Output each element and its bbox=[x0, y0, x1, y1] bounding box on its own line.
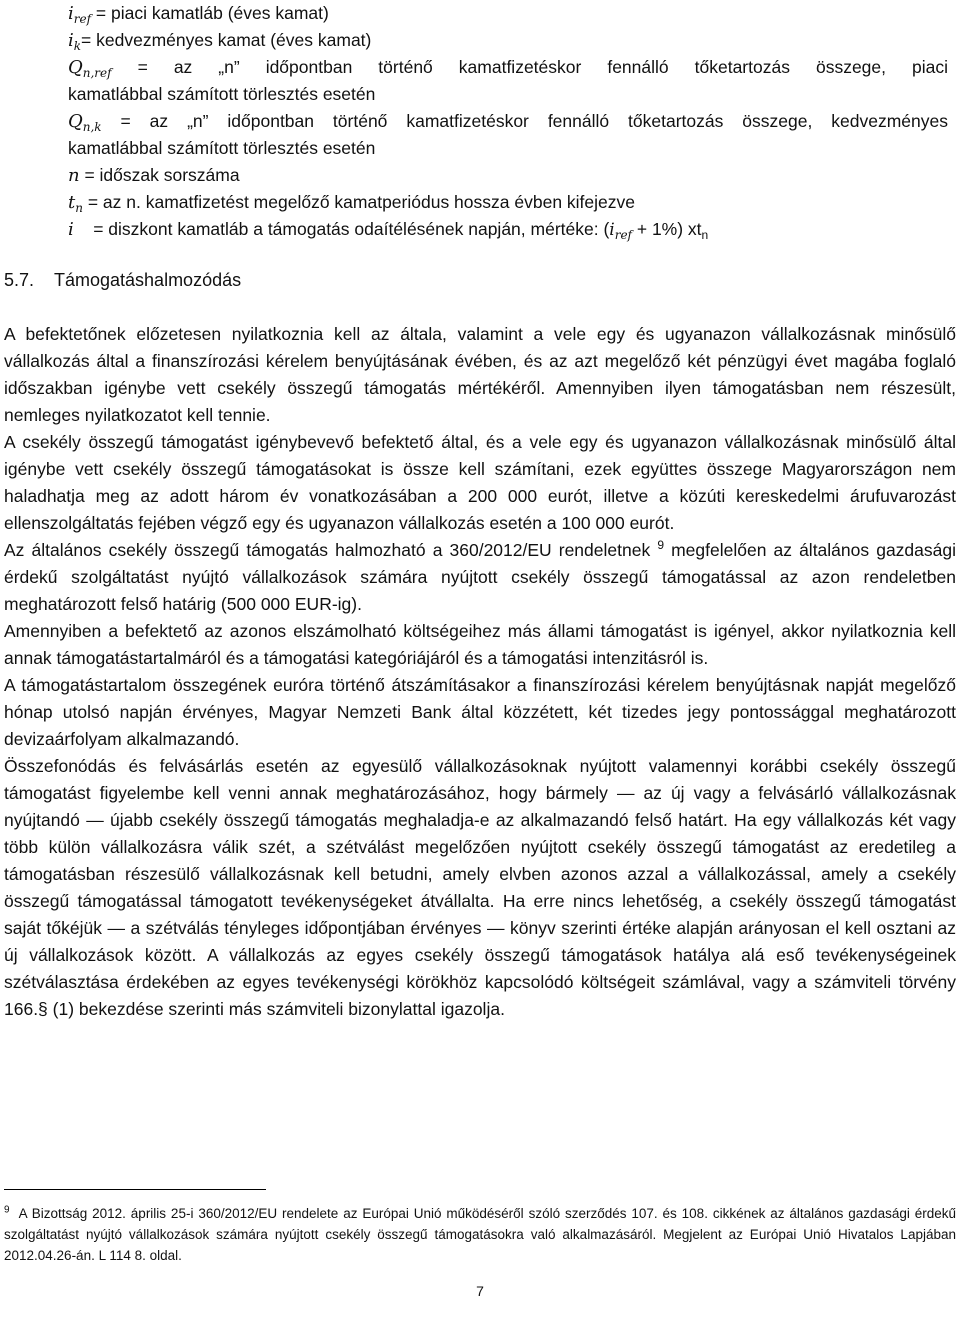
symbol-subscript: n bbox=[75, 201, 83, 215]
section-heading bbox=[4, 270, 241, 291]
paragraph-text: Az általános csekély összegű támogatás halmozható a 360/2012/EU rendeletnek bbox=[4, 540, 651, 560]
paragraph-text: megfelelően az általános gazdasági érdekű szolgáltatást nyújtó vállalkozások számára nyújtott csekély összegű támogatással az azon rendeletben meghatározott felső határig (500 000 EUR-ig). bbox=[4, 540, 956, 614]
symbol-subscript: ref bbox=[614, 228, 632, 242]
symbol-subscript: ref bbox=[73, 12, 92, 26]
definition-text: = az „n” időpontban történő kamatfizetéskor fennálló tőketartozás összege, piaci bbox=[111, 57, 948, 77]
body-text bbox=[4, 321, 956, 1023]
paragraph-with-footnote bbox=[4, 537, 956, 618]
definition-qref-line2: kamatlábbal számított törlesztés esetén bbox=[68, 84, 376, 104]
symbol: Q bbox=[68, 57, 83, 78]
paragraph: Összefonódás és felvásárlás esetén az egyesülő vállalkozásoknak nyújtott valamennyi korábbi csekély összegű támogatást figyelembe kell venni annak meghatározásához, hogy bármely — az új vagy a felvásárló vállalkozásnak nyújtandó — újabb csekély összegű támogatás meghaladja-e az alkalmazandó felső határt. Ha egy vállalkozás két vagy több külön vállalkozásra válik szét, a szétválást megelőzően nyújtott csekély összegű támogatást az eredetileg a támogatásban részesülő vállalkozásnak kell betudni, amely elvben azonos azzal a vállalkozással, amely a csekély összegű támogatással támogatott tevékenységeket átvállalta. Ha erre nincs lehetőség, a csekély összegű támogatást saját tőkéjük — a szétválás tényleges időpontjában érvényes — könyv szerinti értéke alapján arányosan el kell osztani az új vállalkozások között. A vállalkozás az egyes csekély összegű támogatások hatálya alá eső tevékenységeinek szétválasztása érdekében az egyes tevékenységi körökhöz kapcsolódó költségeit számlával, vagy a számviteli törvény 166.§ (1) bekezdése szerinti más számviteli bizonylattal igazolja. bbox=[4, 756, 956, 1019]
page-number: 7 bbox=[476, 1283, 484, 1299]
footnote-mark: 9 bbox=[4, 1204, 10, 1216]
footnote-reference[interactable]: 9 bbox=[657, 538, 664, 553]
symbol: i bbox=[68, 219, 74, 240]
definition-ik bbox=[68, 27, 948, 54]
definition-text: = diszkont kamatláb a támogatás odaítélésének napján, mértéke: ( bbox=[73, 219, 610, 239]
symbol-subscript: n,ref bbox=[82, 66, 112, 80]
symbol: n bbox=[68, 165, 80, 186]
definition-iref bbox=[68, 0, 948, 27]
footnote-separator bbox=[4, 1189, 266, 1190]
symbol: i bbox=[68, 30, 74, 51]
symbol-subscript: n,k bbox=[82, 120, 102, 134]
definition-qref-line1 bbox=[68, 54, 948, 81]
definition-text: = az n. kamatfizetést megelőző kamatperiódus hossza évben kifejezve bbox=[82, 192, 635, 212]
definition-n bbox=[68, 162, 948, 189]
paragraph: A befektetőnek előzetesen nyilatkoznia kell az általa, valamint a vele egy és ugyanazon vállalkozásnak minősülő vállalkozás által a finanszírozási kérelem benyújtásának évében, és az azt megelőző két pénzügyi évet magába foglaló időszakban igénybe vett csekély összegű támogatás mértékéről. Amennyiben ilyen támogatásban nem részesült, nemleges nyilatkozatot kell tennie. bbox=[4, 324, 956, 425]
footnote bbox=[4, 1203, 960, 1266]
footnote-text: A Bizottság 2012. április 25-i 360/2012/EU rendelete az Európai Unió működéséről szóló szerződés 107. és 108. cikkének az általános gazdasági érdekű szolgáltatást nyújtó vállalkozások számára nyújtott csekély összegű támogatásokra való alkalmazásáról. Megjelent az Európai Unió Hivatalos Lapjában 2012.04.26-án. L 114 8. oldal. bbox=[4, 1206, 960, 1263]
definition-i bbox=[68, 216, 948, 243]
definition-text: = időszak sorszáma bbox=[79, 165, 240, 185]
section-number: 5.7. bbox=[4, 270, 35, 290]
definition-qk-line2: kamatlábbal számított törlesztés esetén bbox=[68, 138, 376, 158]
symbol: i bbox=[68, 3, 74, 24]
symbol-subscript: k bbox=[73, 39, 82, 53]
symbol: i bbox=[609, 220, 615, 240]
definition-text: + 1%) xt bbox=[632, 219, 702, 239]
section-title: Támogatáshalmozódás bbox=[54, 270, 242, 290]
definitions-list bbox=[68, 0, 948, 243]
definition-text: = kedvezményes kamat (éves kamat) bbox=[81, 30, 372, 50]
definition-text: = az „n” időpontban történő kamatfizetéskor fennálló tőketartozás összege, kedvezményes bbox=[101, 111, 948, 131]
symbol: t bbox=[68, 192, 76, 213]
definition-text: = piaci kamatláb (éves kamat) bbox=[91, 3, 329, 23]
paragraph: A csekély összegű támogatást igénybevevő befektető által, és a vele egy és ugyanazon vállalkozásnak minősülő által igénybe vett csekély összegű támogatásokat is össze kell számítani, ezek együttes összege Magyarországon nem haladhatja meg az adott három év vonatkozásában a 200 000 eurót, illetve a közúti kereskedelmi árufuvarozást ellenszolgáltatás fejében végző egy és ugyanazon vállalkozás esetén a 100 000 eurót. bbox=[4, 432, 956, 533]
paragraph: Amennyiben a befektető az azonos elszámolható költségeihez más állami támogatást is igényel, akkor nyilatkoznia kell annak támogatástartalmáról és a támogatási kategóriájáról és a támogatási intenzitásról is. bbox=[4, 621, 956, 668]
paragraph: A támogatástartalom összegének euróra történő átszámításakor a finanszírozási kérelem benyújtásnak napját megelőző hónap utolsó napján érvényes, Magyar Nemzeti Bank által közzétett, két tizedes jegy pontossággal meghatározott devizaárfolyam alkalmazandó. bbox=[4, 675, 956, 749]
symbol-subscript: n bbox=[701, 228, 709, 242]
symbol: Q bbox=[68, 111, 83, 132]
definition-tn bbox=[68, 189, 948, 216]
definition-qk-line1 bbox=[68, 108, 948, 135]
